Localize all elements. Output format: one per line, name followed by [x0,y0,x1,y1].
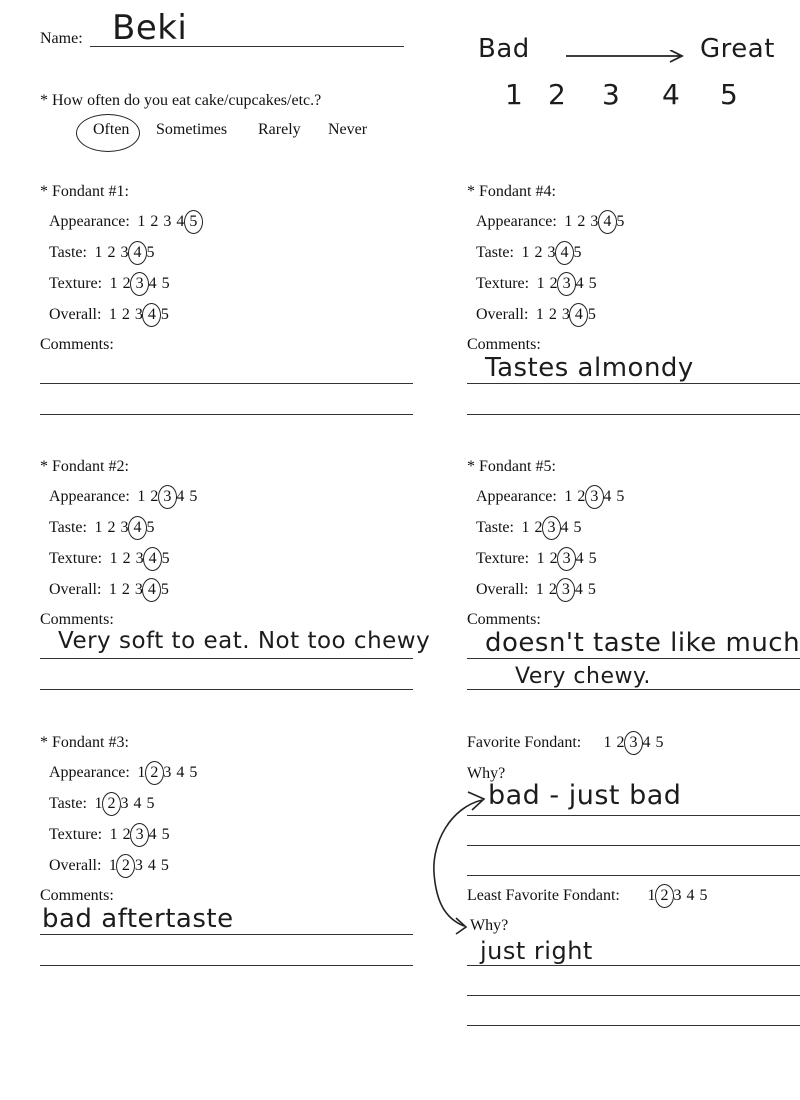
fondant-3-taste-option-5[interactable]: 5 [146,795,155,812]
fondant-2-texture-option-2[interactable]: 2 [122,550,131,567]
fondant-5-texture-label: Texture: [476,550,530,567]
fondant-1-taste-rating[interactable] [49,244,157,262]
fondant-3-texture-option-3[interactable]: 3 [133,826,146,844]
fondant-3-appearance-option-2[interactable]: 2 [148,764,161,782]
fondant-5-overall-option-1[interactable]: 1 [535,581,544,598]
fondant-5-overall-option-5[interactable]: 5 [587,581,596,598]
fondant-5-taste-option-1[interactable]: 1 [521,519,530,536]
fondant-4-taste-label: Taste: [476,244,514,261]
fondant-3-taste-option-3[interactable]: 3 [120,795,129,812]
favorite-why-line-3 [467,875,800,876]
fondant-5-taste-option-3[interactable]: 3 [545,519,558,537]
fondant-4-taste-rating[interactable] [476,244,584,262]
fondant-3-texture-option-5[interactable]: 5 [161,826,170,843]
least-favorite-label: Least Favorite Fondant: [467,887,620,904]
fondant-5-comments-label: Comments: [467,611,541,628]
fondant-2-overall-option-5[interactable]: 5 [160,581,169,598]
fondant-4-overall-label: Overall: [476,306,529,323]
fondant-3-title: * Fondant #3: [40,734,129,751]
fondant-5-texture-option-4[interactable]: 4 [575,550,584,567]
fondant-4-appearance-option-4[interactable]: 4 [601,213,614,231]
fondant-4-appearance-rating[interactable] [476,213,627,231]
fondant-3-overall-option-1[interactable]: 1 [108,857,117,874]
fondant-5-taste-label: Taste: [476,519,514,536]
fondant-4-comments-label: Comments: [467,336,541,353]
option-rarely[interactable]: Rarely [258,121,301,138]
fondant-2-taste-option-2[interactable]: 2 [107,519,116,536]
fondant-5-overall-label: Overall: [476,581,529,598]
fondant-3-appearance-option-3[interactable]: 3 [163,764,172,781]
scale-arrow-icon [566,50,686,64]
fondant-4-appearance-option-2[interactable]: 2 [577,213,586,230]
fondant-3-overall-option-3[interactable]: 3 [134,857,143,874]
fondant-3-appearance-label: Appearance: [49,764,130,781]
fondant-1-appearance-option-3[interactable]: 3 [163,213,172,230]
fondant-1-taste-label: Taste: [49,244,87,261]
fondant-2-comment-line-2 [40,689,413,690]
fondant-2-overall-option-4[interactable]: 4 [145,581,158,599]
fondant-2-comment-line-1 [40,658,413,659]
fondant-1-texture-option-3[interactable]: 3 [133,275,146,293]
fondant-2-overall-label: Overall: [49,581,102,598]
fondant-4-taste-option-4[interactable]: 4 [558,244,571,262]
fondant-4-texture-label: Texture: [476,275,530,292]
fondant-2-appearance-rating[interactable] [49,488,200,506]
fondant-3-overall-option-4[interactable]: 4 [147,857,156,874]
fondant-3-taste-option-2[interactable]: 2 [105,795,118,813]
fondant-1-taste-option-3[interactable]: 3 [120,244,129,261]
fondant-3-texture-option-4[interactable]: 4 [148,826,157,843]
fondant-5-comment-text-2[interactable]: Very chewy. [515,664,651,689]
fondant-1-overall-option-4[interactable]: 4 [145,306,158,324]
fondant-1-overall-option-2[interactable]: 2 [121,306,130,323]
fondant-3-overall-option-5[interactable]: 5 [160,857,169,874]
fondant-1-texture-label: Texture: [49,275,103,292]
fondant-3-comment-line-2 [40,965,413,966]
frequency-question: * How often do you eat cake/cupcakes/etc.? [40,92,322,109]
fondant-5-title: * Fondant #5: [467,458,556,475]
fondant-2-appearance-option-4[interactable]: 4 [176,488,185,505]
fondant-4-comment-text[interactable]: Tastes almondy [485,353,694,383]
fondant-5-overall-rating[interactable] [476,581,598,599]
scale-great-label: Great [700,34,775,64]
fondant-4-texture-option-3[interactable]: 3 [560,275,573,293]
fondant-1-overall-option-3[interactable]: 3 [134,306,143,323]
fondant-4-texture-option-2[interactable]: 2 [549,275,558,292]
fondant-5-texture-option-1[interactable]: 1 [536,550,545,567]
least-favorite-why-label: Why? [470,917,509,934]
favorite-option-2[interactable]: 2 [616,734,625,751]
fondant-3-taste-label: Taste: [49,795,87,812]
fondant-2-texture-option-4[interactable]: 4 [146,550,159,568]
fondant-3-appearance-option-4[interactable]: 4 [176,764,185,781]
fondant-3-appearance-rating[interactable] [49,764,200,782]
fondant-4-texture-rating[interactable] [476,275,599,293]
least-favorite-option-1[interactable]: 1 [647,887,656,904]
fondant-1-comments-label: Comments: [40,336,114,353]
fondant-1-overall-option-5[interactable]: 5 [160,306,169,323]
fondant-4-taste-option-1[interactable]: 1 [521,244,530,261]
fondant-1-overall-rating[interactable] [49,306,171,324]
fondant-1-texture-option-1[interactable]: 1 [109,275,118,292]
fondant-2-appearance-option-1[interactable]: 1 [137,488,146,505]
fondant-1-taste-option-2[interactable]: 2 [107,244,116,261]
option-sometimes[interactable]: Sometimes [156,121,228,138]
fondant-2-appearance-option-2[interactable]: 2 [150,488,159,505]
least-favorite-option-2[interactable]: 2 [658,887,671,905]
least-favorite-why-text[interactable]: just right [480,937,593,965]
fondant-2-comment-text[interactable]: Very soft to eat. Not too chewy [58,628,431,654]
least-favorite-option-4[interactable]: 4 [686,887,695,904]
fondant-1-texture-rating[interactable] [49,275,172,293]
fondant-2-texture-option-5[interactable]: 5 [161,550,170,567]
scale-number-2: 2 [548,78,567,111]
name-label: Name: [40,30,83,47]
fondant-3-overall-label: Overall: [49,857,102,874]
fondant-5-comment-text[interactable]: doesn't taste like much [485,628,800,658]
fondant-1-taste-option-4[interactable]: 4 [131,244,144,262]
scale-number-1: 1 [505,78,524,111]
fondant-1-appearance-label: Appearance: [49,213,130,230]
fondant-2-overall-option-3[interactable]: 3 [134,581,143,598]
fondant-1-overall-option-1[interactable]: 1 [108,306,117,323]
fondant-1-comment-line-1 [40,383,413,384]
fondant-5-texture-option-3[interactable]: 3 [560,550,573,568]
fondant-5-appearance-option-2[interactable]: 2 [577,488,586,505]
fondant-4-overall-option-4[interactable]: 4 [572,306,585,324]
fondant-2-taste-option-1[interactable]: 1 [94,519,103,536]
fondant-5-comment-line-1 [467,658,800,659]
fondant-2-texture-option-3[interactable]: 3 [135,550,144,567]
fondant-2-appearance-option-3[interactable]: 3 [161,488,174,506]
fondant-4-taste-option-3[interactable]: 3 [547,244,556,261]
fondant-1-texture-option-2[interactable]: 2 [122,275,131,292]
fondant-3-taste-option-4[interactable]: 4 [133,795,142,812]
fondant-2-taste-option-5[interactable]: 5 [146,519,155,536]
fondant-5-texture-rating[interactable] [476,550,599,568]
least-why-line-3 [467,1025,800,1026]
favorite-option-4[interactable]: 4 [642,734,651,751]
fondant-5-texture-option-5[interactable]: 5 [588,550,597,567]
name-value[interactable]: Beki [112,8,188,48]
fondant-2-texture-rating[interactable] [49,550,172,568]
scale-number-5: 5 [720,78,739,111]
favorite-why-text[interactable]: bad - just bad [488,780,682,811]
fondant-1-appearance-option-2[interactable]: 2 [150,213,159,230]
fondant-2-texture-label: Texture: [49,550,103,567]
fondant-3-appearance-option-1[interactable]: 1 [137,764,146,781]
least-why-line-2 [467,995,800,996]
least-why-line-1 [467,965,800,966]
fondant-3-comment-text[interactable]: bad aftertaste [42,904,234,934]
fondant-1-comment-line-2 [40,414,413,415]
fondant-2-appearance-option-5[interactable]: 5 [189,488,198,505]
fondant-1-title: * Fondant #1: [40,183,129,200]
fondant-1-taste-option-1[interactable]: 1 [94,244,103,261]
fondant-5-taste-option-2[interactable]: 2 [534,519,543,536]
scale-number-3: 3 [602,78,621,111]
least-favorite-option-5[interactable]: 5 [699,887,708,904]
fondant-3-taste-option-1[interactable]: 1 [94,795,103,812]
fondant-4-texture-option-4[interactable]: 4 [575,275,584,292]
fondant-4-title: * Fondant #4: [467,183,556,200]
fondant-4-comment-line-2 [467,414,800,415]
fondant-5-appearance-option-1[interactable]: 1 [564,488,573,505]
option-never[interactable]: Never [328,121,368,138]
fondant-2-taste-rating[interactable] [49,519,157,537]
favorite-why-label: Why? [467,765,506,782]
fondant-1-texture-option-5[interactable]: 5 [161,275,170,292]
fondant-3-texture-option-1[interactable]: 1 [109,826,118,843]
fondant-4-comment-line-1 [467,383,800,384]
fondant-4-overall-option-1[interactable]: 1 [535,306,544,323]
fondant-2-title: * Fondant #2: [40,458,129,475]
fondant-2-appearance-label: Appearance: [49,488,130,505]
fondant-4-overall-option-2[interactable]: 2 [548,306,557,323]
favorite-option-1[interactable]: 1 [603,734,612,751]
fondant-3-comments-label: Comments: [40,887,114,904]
swap-arrow-icon [420,788,490,938]
fondant-2-overall-option-1[interactable]: 1 [108,581,117,598]
fondant-1-overall-label: Overall: [49,306,102,323]
fondant-4-appearance-option-3[interactable]: 3 [590,213,599,230]
favorite-why-line-1 [467,815,800,816]
fondant-5-overall-option-3[interactable]: 3 [559,581,572,599]
fondant-5-taste-rating[interactable] [476,519,584,537]
fondant-5-appearance-option-4[interactable]: 4 [603,488,612,505]
fondant-4-overall-option-3[interactable]: 3 [561,306,570,323]
fondant-1-texture-option-4[interactable]: 4 [148,275,157,292]
fondant-2-texture-option-1[interactable]: 1 [109,550,118,567]
fondant-5-texture-option-2[interactable]: 2 [549,550,558,567]
fondant-5-taste-option-4[interactable]: 4 [560,519,569,536]
favorite-why-line-2 [467,845,800,846]
fondant-4-appearance-option-5[interactable]: 5 [616,213,625,230]
option-often[interactable]: Often [93,121,130,138]
fondant-4-taste-option-2[interactable]: 2 [534,244,543,261]
fondant-4-overall-rating[interactable] [476,306,598,324]
fondant-5-appearance-option-5[interactable]: 5 [616,488,625,505]
scale-number-4: 4 [662,78,681,111]
fondant-1-appearance-option-4[interactable]: 4 [176,213,185,230]
fondant-5-overall-option-2[interactable]: 2 [548,581,557,598]
fondant-5-appearance-option-3[interactable]: 3 [588,488,601,506]
fondant-2-taste-option-4[interactable]: 4 [131,519,144,537]
least-favorite-rating[interactable] [645,887,710,905]
fondant-4-texture-option-5[interactable]: 5 [588,275,597,292]
fondant-3-overall-option-2[interactable]: 2 [119,857,132,875]
favorite-option-3[interactable]: 3 [627,734,640,752]
fondant-1-taste-option-5[interactable]: 5 [146,244,155,261]
fondant-4-appearance-option-1[interactable]: 1 [564,213,573,230]
fondant-3-texture-option-2[interactable]: 2 [122,826,131,843]
fondant-5-overall-option-4[interactable]: 4 [574,581,583,598]
favorite-rating[interactable] [601,734,666,752]
fondant-3-overall-rating[interactable] [49,857,171,875]
fondant-5-comment-line-2 [467,689,800,690]
favorite-label: Favorite Fondant: [467,734,582,751]
scale-bad-label: Bad [478,34,530,64]
fondant-2-comments-label: Comments: [40,611,114,628]
fondant-3-appearance-option-5[interactable]: 5 [189,764,198,781]
fondant-4-texture-option-1[interactable]: 1 [536,275,545,292]
fondant-5-appearance-rating[interactable] [476,488,627,506]
fondant-2-overall-option-2[interactable]: 2 [121,581,130,598]
fondant-3-comment-line-1 [40,934,413,935]
fondant-2-taste-label: Taste: [49,519,87,536]
fondant-3-taste-rating[interactable] [49,795,157,813]
fondant-2-overall-rating[interactable] [49,581,171,599]
least-favorite-option-3[interactable]: 3 [673,887,682,904]
fondant-4-taste-option-5[interactable]: 5 [573,244,582,261]
fondant-1-appearance-option-5[interactable]: 5 [187,213,200,231]
fondant-2-taste-option-3[interactable]: 3 [120,519,129,536]
fondant-4-overall-option-5[interactable]: 5 [587,306,596,323]
fondant-1-appearance-rating[interactable] [49,213,200,231]
fondant-3-texture-label: Texture: [49,826,103,843]
fondant-1-appearance-option-1[interactable]: 1 [137,213,146,230]
fondant-5-appearance-label: Appearance: [476,488,557,505]
fondant-3-texture-rating[interactable] [49,826,172,844]
favorite-option-5[interactable]: 5 [655,734,664,751]
fondant-4-appearance-label: Appearance: [476,213,557,230]
fondant-5-taste-option-5[interactable]: 5 [573,519,582,536]
